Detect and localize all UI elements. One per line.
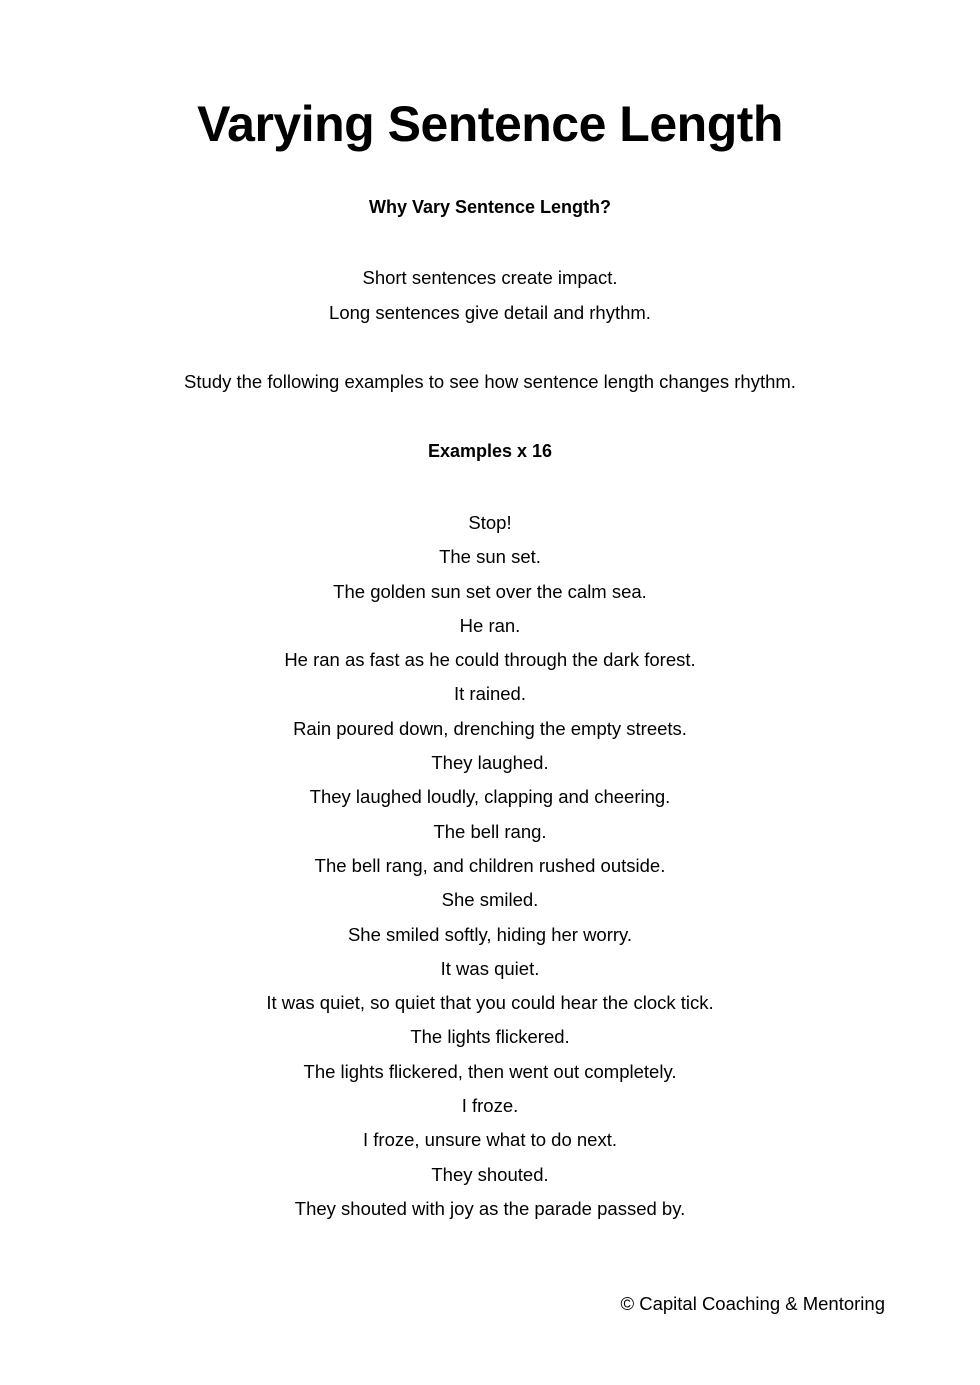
example-sentence: It rained. xyxy=(454,683,526,705)
example-sentence: I froze. xyxy=(461,1095,519,1117)
intro-line-1: Short sentences create impact. xyxy=(362,267,618,288)
example-sentence: They laughed. xyxy=(431,752,549,774)
example-sentence: I froze, unsure what to do next. xyxy=(362,1129,617,1151)
example-sentence: They shouted. xyxy=(431,1163,549,1185)
example-sentence: The lights flickered. xyxy=(410,1026,570,1048)
example-sentence: The golden sun set over the calm sea. xyxy=(333,580,647,602)
examples-list xyxy=(0,511,980,1231)
instruction-text: Study the following examples to see how sentence length changes rhythm. xyxy=(184,371,796,392)
example-sentence: The sun set. xyxy=(439,546,541,568)
section-subtitle: Why Vary Sentence Length? xyxy=(368,197,612,217)
example-sentence: The bell rang, and children rushed outside. xyxy=(314,854,666,876)
example-sentence: It was quiet, so quiet that you could hear the clock tick. xyxy=(266,992,714,1014)
page-title: Varying Sentence Length xyxy=(197,96,783,152)
copyright-footer: © Capital Coaching & Mentoring xyxy=(620,1293,885,1314)
example-sentence: They laughed loudly, clapping and cheering. xyxy=(309,786,671,808)
example-sentence: She smiled softly, hiding her worry. xyxy=(347,923,633,945)
example-sentence: Rain poured down, drenching the empty streets. xyxy=(293,717,687,739)
example-sentence: Stop! xyxy=(468,512,512,533)
example-sentence: He ran. xyxy=(459,614,521,636)
example-sentence: He ran as fast as he could through the dark forest. xyxy=(284,649,696,671)
example-sentence: The bell rang. xyxy=(433,820,547,842)
example-sentence: The lights flickered, then went out completely. xyxy=(303,1060,677,1082)
example-sentence: She smiled. xyxy=(441,889,539,911)
examples-heading: Examples x 16 xyxy=(427,441,553,461)
example-sentence: It was quiet. xyxy=(440,957,540,979)
example-sentence: They shouted with joy as the parade passed by. xyxy=(294,1197,686,1219)
intro-line-2: Long sentences give detail and rhythm. xyxy=(329,302,651,323)
